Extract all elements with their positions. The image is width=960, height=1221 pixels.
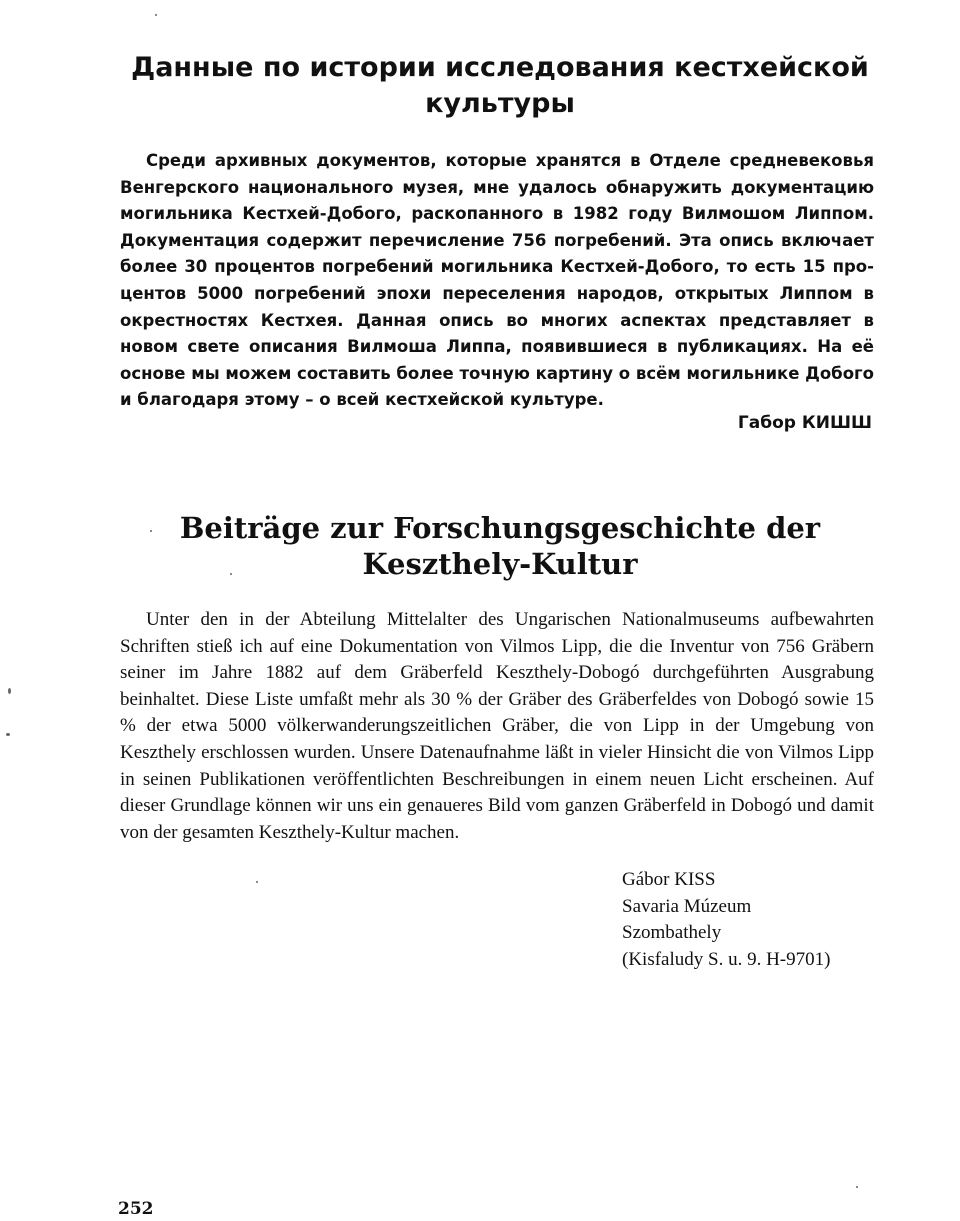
german-title: Beiträge zur Forschungsgeschichte der Keszthely-Kultur: [179, 511, 821, 581]
german-abstract: Unter den in der Abteilung Mittelalter des Ungarischen Nationalmuseums aufbewahrten Schriften stieß ich auf eine Dokumentation von Vilmos Lipp, die die Inventur von 756 Gräbern seiner im Jahre 1882 auf dem Gräberfeld Keszthely-Dobogó durchgeführten Ausgrabung beinhaltet. Diese Liste umfaßt mehr als 30 % der Gräber des Gräberfeldes von Dobogó sowie 15 % der etwa 5000 völkerwanderungszeitlichen Gräber, die von Lipp in der Umgebung von Keszthely erschlossen wurden. Unsere Datenaufnahme läßt in vieler Hinsicht die von Vilmos Lipp in seinen Publikationen veröffentlichten Beschreibungen in einem neuen Licht erscheinen. Auf dieser Grundlage können wir uns ein genaueres Bild vom ganzen Gräberfeld in Dobogó und damit von der gesamten Keszthely-Kultur machen.: [120, 609, 874, 843]
russian-abstract: Среди архивных документов, которые хранятся в Отделе средневековья Венгерского национального музея, мне удалось обнаружить документацию могильника Кестхей-Добого, раскопанного в 1982 году Вилмошом Липпом. Документация содержит перечисление 756 погребений. Эта опись включает более 30 процентов погребений могильника Кестхей-Добого, то есть 15 процентов 5000 погребений эпохи переселения народов, открытых Липпом в окрестностях Кестхея. Данная опись во многих аспектах представляет в новом свете описания Вилмоша Липпа, появившиеся в публикациях. На её основе мы можем составить более точную картину о всём могильнике Добого и благодаря этому – о всей кестхейской культуре.: [120, 151, 874, 410]
russian-title: Данные по истории исследования кестхейской культуры: [131, 52, 869, 119]
institution-name: Savaria Múzeum: [622, 895, 752, 917]
scan-speck: [155, 14, 157, 16]
scan-speck: [856, 1186, 858, 1188]
city-name: Szombathely: [622, 922, 722, 944]
scan-speck: [6, 733, 10, 736]
russian-signature: Габор КИШШ: [737, 413, 872, 433]
author-affiliation-block: [622, 867, 830, 973]
page-number: 252: [118, 1199, 154, 1219]
author-name: Gábor KISS: [622, 869, 716, 890]
scan-speck: [230, 573, 232, 575]
postal-address: (Kisfaludy S. u. 9. H-9701): [622, 948, 831, 970]
scan-speck: [256, 881, 258, 883]
scan-speck: [8, 688, 11, 694]
scan-speck: [150, 530, 152, 532]
